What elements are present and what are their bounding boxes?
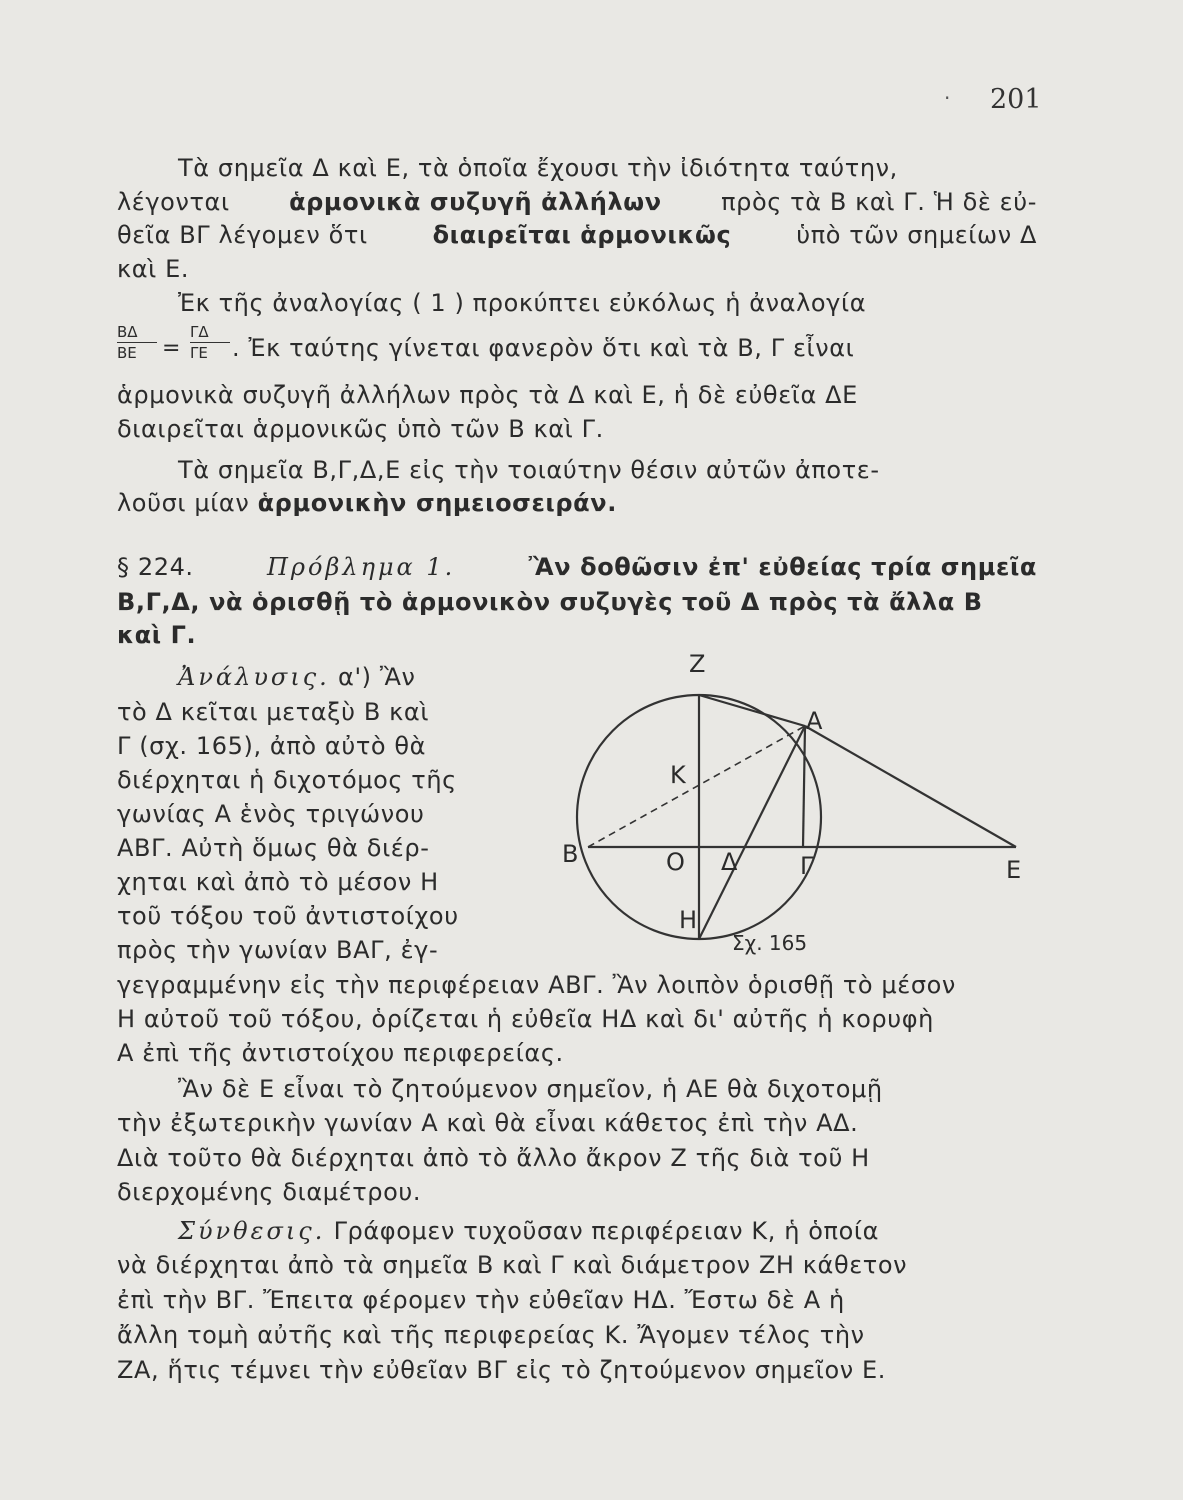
para3-line2: [117, 488, 617, 518]
analysis-line5: γωνίας Α ἑνὸς τριγώνου: [117, 800, 425, 828]
para-e-line2: τὴν ἐξωτερικὴν γωνίαν Α καὶ θὰ εἶναι κάθετος ἐπὶ τὴν ΑΔ.: [117, 1109, 859, 1137]
analysis-line7: χηται καὶ ἀπὸ τὸ μέσον Η: [117, 868, 439, 896]
analysis-line8: τοῦ τόξου τοῦ ἀντιστοίχου: [117, 902, 459, 930]
fraction1-numerator: ΒΔ: [117, 322, 157, 343]
label-b: Β: [562, 840, 579, 868]
figure-caption: Σχ. 165: [732, 931, 808, 955]
line-ah: [699, 726, 805, 939]
synthesis-line4: ἄλλη τομὴ αὐτῆς καὶ τῆς περιφερείας Κ. Ἄγομεν τέλος τὴν: [117, 1321, 865, 1349]
para1-line2: [117, 187, 1037, 217]
analysis-line2: τὸ Δ κεῖται μεταξὺ Β καὶ: [117, 698, 430, 726]
fraction-bd-be: [117, 322, 157, 363]
line-za: [699, 695, 805, 726]
analysis-heading: Ἀνάλυσις.: [178, 663, 330, 691]
page-number: 201: [990, 84, 1042, 115]
line-ab-dashed: [588, 726, 805, 847]
synthesis-line1-b: Γράφομεν τυχοῦσαν περιφέρειαν Κ, ἡ ὁποία: [333, 1217, 879, 1245]
page-dot: ·: [944, 86, 951, 110]
synthesis-line3: ἐπὶ τὴν ΒΓ. Ἔπειτα φέρομεν τὴν εὐθεῖαν ΗΔ. Ἔστω δὲ Α ἡ: [117, 1286, 845, 1314]
analysis-line12: Α ἐπὶ τῆς ἀντιστοίχου περιφερείας.: [117, 1039, 564, 1067]
para2-line2: . Ἐκ ταύτης γίνεται φανερὸν ὅτι καὶ τὰ Β, Γ εἶναι: [232, 334, 855, 362]
problem-line2: Β,Γ,Δ, νὰ ὁρισθῇ τὸ ἁρμονικὸν συζυγὲς τοῦ Δ πρὸς τὰ ἄλλα Β: [117, 588, 983, 616]
figure-165: [540, 630, 1040, 960]
problem-line1: [117, 552, 1037, 582]
analysis-line11: Η αὐτοῦ τοῦ τόξου, ὁρίζεται ἡ εὐθεῖα ΗΔ καὶ δι' αὐτῆς ἡ κορυφὴ: [117, 1005, 934, 1033]
synthesis-line5: ΖΑ, ἥτις τέμνει τὴν εὐθεῖαν ΒΓ εἰς τὸ ζητούμενον σημεῖον Ε.: [117, 1356, 887, 1384]
analysis-line10: γεγραμμένην εἰς τὴν περιφέρειαν ΑΒΓ. Ἂν λοιπὸν ὁρισθῇ τὸ μέσον: [117, 971, 956, 999]
label-g: Γ: [800, 852, 814, 880]
analysis-line1-b: α') Ἂν: [338, 663, 416, 691]
analysis-line4: διέρχηται ἡ διχοτόμος τῆς: [117, 766, 457, 794]
synthesis-line1: [178, 1216, 879, 1246]
para-e-line4: διερχομένης διαμέτρου.: [117, 1178, 422, 1206]
para1-line3-a: θεῖα ΒΓ λέγομεν ὅτι: [117, 221, 368, 249]
analysis-line9: πρὸς τὴν γωνίαν ΒΑΓ, ἐγ-: [117, 936, 439, 964]
label-h: Η: [679, 906, 698, 934]
fraction-gd-ge: [190, 322, 230, 363]
para1-line2-c: πρὸς τὰ Β καὶ Γ. Ἡ δὲ εὐ-: [721, 188, 1037, 216]
para2-line1: Ἐκ τῆς ἀναλογίας ( 1 ) προκύπτει εὐκόλως ἡ ἀναλογία: [178, 289, 867, 317]
synthesis-heading: Σύνθεσις.: [178, 1217, 326, 1245]
problem-heading: Πρόβλημα 1.: [267, 553, 456, 581]
synthesis-line2: νὰ διέρχηται ἀπὸ τὰ σημεῖα Β καὶ Γ καὶ διάμετρον ΖΗ κάθετον: [117, 1251, 908, 1279]
fraction2-numerator: ΓΔ: [190, 322, 230, 343]
label-z: Ζ: [689, 650, 706, 678]
label-a: Α: [806, 707, 823, 735]
para2-line4: διαιρεῖται ἁρμονικῶς ὑπὸ τῶν Β καὶ Γ.: [117, 415, 604, 443]
para1-line4: καὶ Ε.: [117, 255, 190, 283]
equals-sign: =: [162, 336, 181, 361]
term-harmonic-conjugates: ἁρμονικὰ συζυγῆ ἀλλήλων: [289, 188, 662, 216]
para-e-line3: Διὰ τοῦτο θὰ διέρχηται ἀπὸ τὸ ἄλλο ἄκρον Ζ τῆς διὰ τοῦ Η: [117, 1144, 870, 1172]
analysis-line6: ΑΒΓ. Αὐτὴ ὅμως θὰ διέρ-: [117, 834, 430, 862]
para1-line3: [117, 220, 1037, 250]
problem-line1-c: Ἂν δοθῶσιν ἐπ' εὐθείας τρία σημεῖα: [528, 553, 1037, 581]
para1-line3-c: ὑπὸ τῶν σημείων Δ: [796, 221, 1037, 249]
line-ae: [805, 726, 1016, 847]
label-o: Ο: [666, 848, 685, 876]
problem-line3: καὶ Γ.: [117, 621, 197, 649]
label-d: Δ: [721, 848, 738, 876]
para3-line1: Τὰ σημεῖα Β,Γ,Δ,Ε εἰς τὴν τοιαύτην θέσιν αὐτῶν ἀποτε-: [178, 456, 880, 484]
label-e: Ε: [1006, 856, 1022, 884]
line-ag: [803, 726, 805, 847]
para2-line3: ἁρμονικὰ συζυγῆ ἀλλήλων πρὸς τὰ Δ καὶ Ε, ἡ δὲ εὐθεῖα ΔΕ: [117, 381, 858, 409]
para1-line2-a: λέγονται: [117, 188, 230, 216]
term-harmonically-divided: διαιρεῖται ἁρμονικῶς: [432, 221, 732, 249]
para-e-line1: Ἂν δὲ Ε εἶναι τὸ ζητούμενον σημεῖον, ἡ ΑΕ θὰ διχοτομῇ: [178, 1075, 883, 1103]
analysis-line3: Γ (σχ. 165), ἀπὸ αὐτὸ θὰ: [117, 732, 427, 760]
fraction2-denominator: ΓΕ: [190, 344, 208, 362]
term-harmonic-range: ἁρμονικὴν σημειοσειράν.: [257, 489, 617, 517]
para3-line2-a: λοῦσι μίαν: [117, 489, 258, 517]
analysis-line1: [178, 662, 416, 692]
section-number: § 224.: [117, 553, 194, 581]
fraction1-denominator: ΒΕ: [117, 344, 137, 362]
para1-line1: Τὰ σημεῖα Δ καὶ Ε, τὰ ὁποῖα ἔχουσι τὴν ἰδιότητα ταύτην,: [178, 154, 898, 182]
label-k: Κ: [670, 761, 686, 789]
